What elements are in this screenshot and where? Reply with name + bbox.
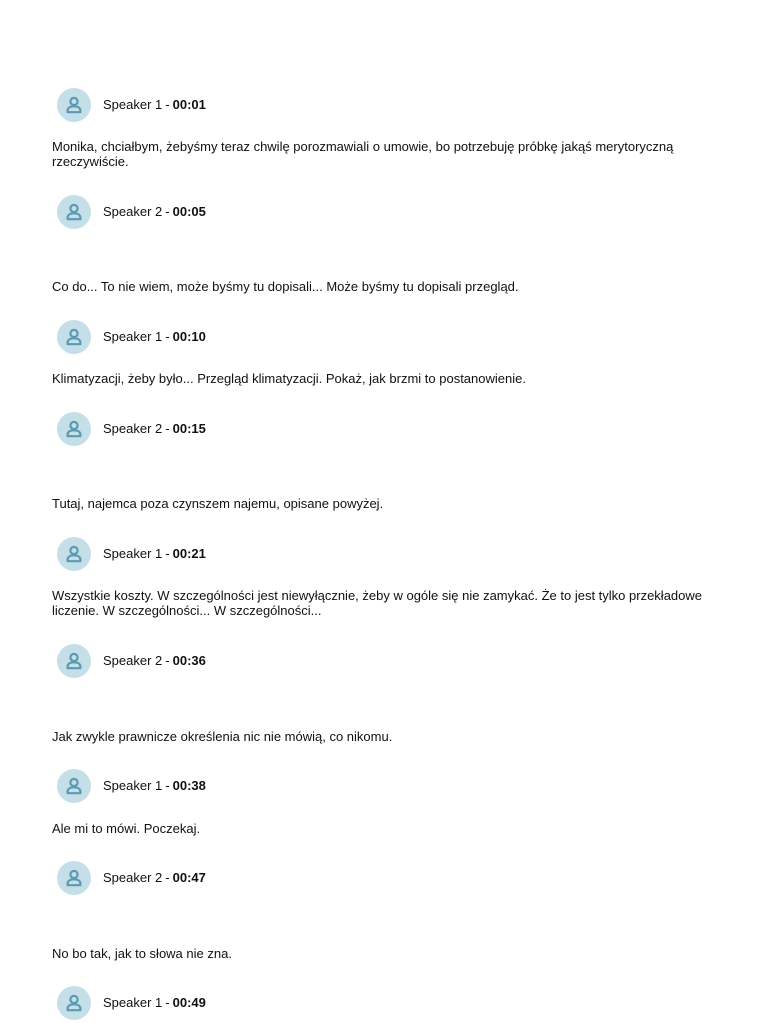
speaker-name: Speaker 2 [103, 204, 163, 219]
timestamp: 00:36 [172, 653, 206, 668]
separator: - [165, 204, 170, 219]
speaker-line [103, 995, 206, 1011]
avatar [57, 644, 91, 678]
timestamp: 00:01 [172, 97, 206, 112]
separator: - [165, 995, 170, 1010]
speaker-name: Speaker 1 [103, 329, 163, 344]
avatar [57, 195, 91, 229]
user-icon [64, 419, 84, 439]
speaker-name: Speaker 1 [103, 778, 163, 793]
utterance-text: Monika, chciałbym, żebyśmy teraz chwilę porozmawiali o umowie, bo potrzebuję próbkę jakąś merytoryczną rzeczywiście. [52, 139, 674, 169]
timestamp: 00:47 [172, 870, 206, 885]
timestamp: 00:38 [172, 778, 206, 793]
utterance-text: Wszystkie koszty. W szczególności jest niewyłącznie, żeby w ogóle się nie zamykać. Że to jest tylko przekładowe liczenie. W szczególności... W szczególności... [52, 588, 702, 618]
separator: - [165, 329, 170, 344]
speaker-line [103, 421, 206, 437]
user-icon [64, 651, 84, 671]
separator: - [165, 870, 170, 885]
utterance-text: Jak zwykle prawnicze określenia nic nie mówią, co nikomu. [52, 729, 393, 744]
avatar [57, 769, 91, 803]
user-icon [64, 868, 84, 888]
speaker-header [57, 861, 206, 895]
utterance-text: No bo tak, jak to słowa nie zna. [52, 946, 232, 961]
separator: - [165, 97, 170, 112]
timestamp: 00:15 [172, 421, 206, 436]
avatar [57, 412, 91, 446]
speaker-line [103, 97, 206, 113]
speaker-header [57, 769, 206, 803]
separator: - [165, 653, 170, 668]
user-icon [64, 327, 84, 347]
timestamp: 00:49 [172, 995, 206, 1010]
user-icon [64, 776, 84, 796]
timestamp: 00:10 [172, 329, 206, 344]
speaker-header [57, 195, 206, 229]
utterance-text: Ale mi to mówi. Poczekaj. [52, 821, 201, 836]
speaker-name: Speaker 2 [103, 653, 163, 668]
speaker-header [57, 412, 206, 446]
timestamp: 00:21 [172, 546, 206, 561]
user-icon [64, 202, 84, 222]
speaker-line [103, 778, 206, 794]
speaker-name: Speaker 1 [103, 97, 163, 112]
utterance-text: Klimatyzacji, żeby było... Przegląd klimatyzacji. Pokaż, jak brzmi to postanowienie. [52, 371, 526, 386]
timestamp: 00:05 [172, 204, 206, 219]
speaker-header [57, 88, 206, 122]
speaker-line [103, 204, 206, 220]
speaker-name: Speaker 2 [103, 870, 163, 885]
speaker-line [103, 546, 206, 562]
avatar [57, 537, 91, 571]
speaker-name: Speaker 2 [103, 421, 163, 436]
user-icon [64, 95, 84, 115]
speaker-name: Speaker 1 [103, 995, 163, 1010]
speaker-line [103, 653, 206, 669]
utterance-text: Co do... To nie wiem, może byśmy tu dopisali... Może byśmy tu dopisali przegląd. [52, 279, 519, 294]
utterance-text: Tutaj, najemca poza czynszem najemu, opisane powyżej. [52, 496, 384, 511]
avatar [57, 88, 91, 122]
speaker-header [57, 986, 206, 1020]
speaker-header [57, 644, 206, 678]
speaker-line [103, 870, 206, 886]
separator: - [165, 778, 170, 793]
speaker-name: Speaker 1 [103, 546, 163, 561]
speaker-header [57, 537, 206, 571]
speaker-header [57, 320, 206, 354]
separator: - [165, 546, 170, 561]
avatar [57, 320, 91, 354]
avatar [57, 986, 91, 1020]
user-icon [64, 544, 84, 564]
speaker-line [103, 329, 206, 345]
avatar [57, 861, 91, 895]
user-icon [64, 993, 84, 1013]
separator: - [165, 421, 170, 436]
